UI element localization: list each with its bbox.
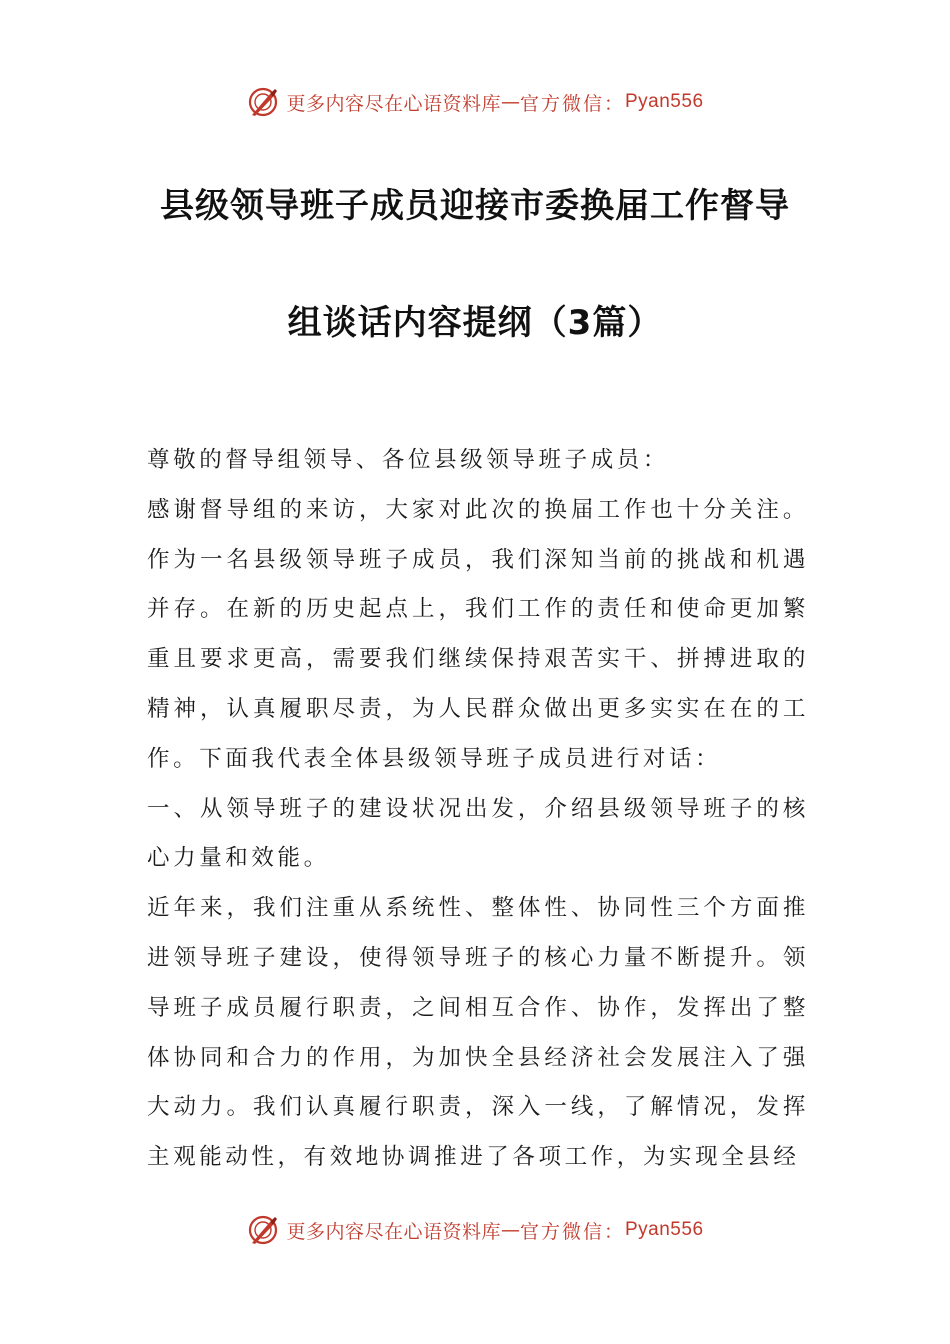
paragraph: 一、从领导班子的建设状况出发，介绍县级领导班子的核心力量和效能。 (147, 795, 809, 872)
banner-dash: — (500, 1219, 520, 1241)
paragraph: 感谢督导组的来访，大家对此次的换届工作也十分关注。作为一名县级领导班子成员，我们深知当前的挑战和机遇并存。在新的历史起点上，我们工作的责任和使命更加繁重且要求更高，需要我们继续保持艰苦实干、拼搏进取的精神，认真履职尽责，为人民群众做出更多实实在在的工作。下面我代表全体县级领导班子成员进行对话： (147, 496, 809, 772)
banner-wechat-id: Pyan556 (625, 1219, 704, 1240)
banner-site-text: 更多内容尽在心语资料库 (286, 92, 501, 115)
banner-site-text: 更多内容尽在心语资料库 (286, 1220, 501, 1243)
paragraph: 近年来，我们注重从系统性、整体性、协同性三个方面推进领导班子建设，使得领导班子的核心力量不断提升。领导班子成员履行职责，之间相互合作、协作，发挥出了整体协同和合力的作用，为加快全县经济社会发展注入了强大动力。我们认真履行职责，深入一线，了解情况，发挥主观能动性，有效地协调推进了各项工作，为实现全县经 (147, 895, 809, 1171)
banner-wechat-label: 官方微信： (519, 1220, 625, 1243)
banner-wechat-label: 官方微信： (519, 92, 625, 115)
banner-dash: — (500, 91, 520, 113)
document-title-line-2: 组谈话内容提纲（3篇） (287, 303, 663, 343)
pen-circle-icon (246, 85, 280, 119)
header-watermark-banner (0, 82, 950, 122)
footer-watermark-banner (0, 1210, 950, 1250)
banner-wechat-id: Pyan556 (625, 91, 704, 112)
document-title-line-1: 县级领导班子成员迎接市委换届工作督导 (160, 186, 790, 226)
paragraph: 尊敬的督导组领导、各位县级领导班子成员： (147, 447, 670, 473)
document-body (147, 436, 809, 1183)
pen-circle-icon (246, 1213, 280, 1247)
